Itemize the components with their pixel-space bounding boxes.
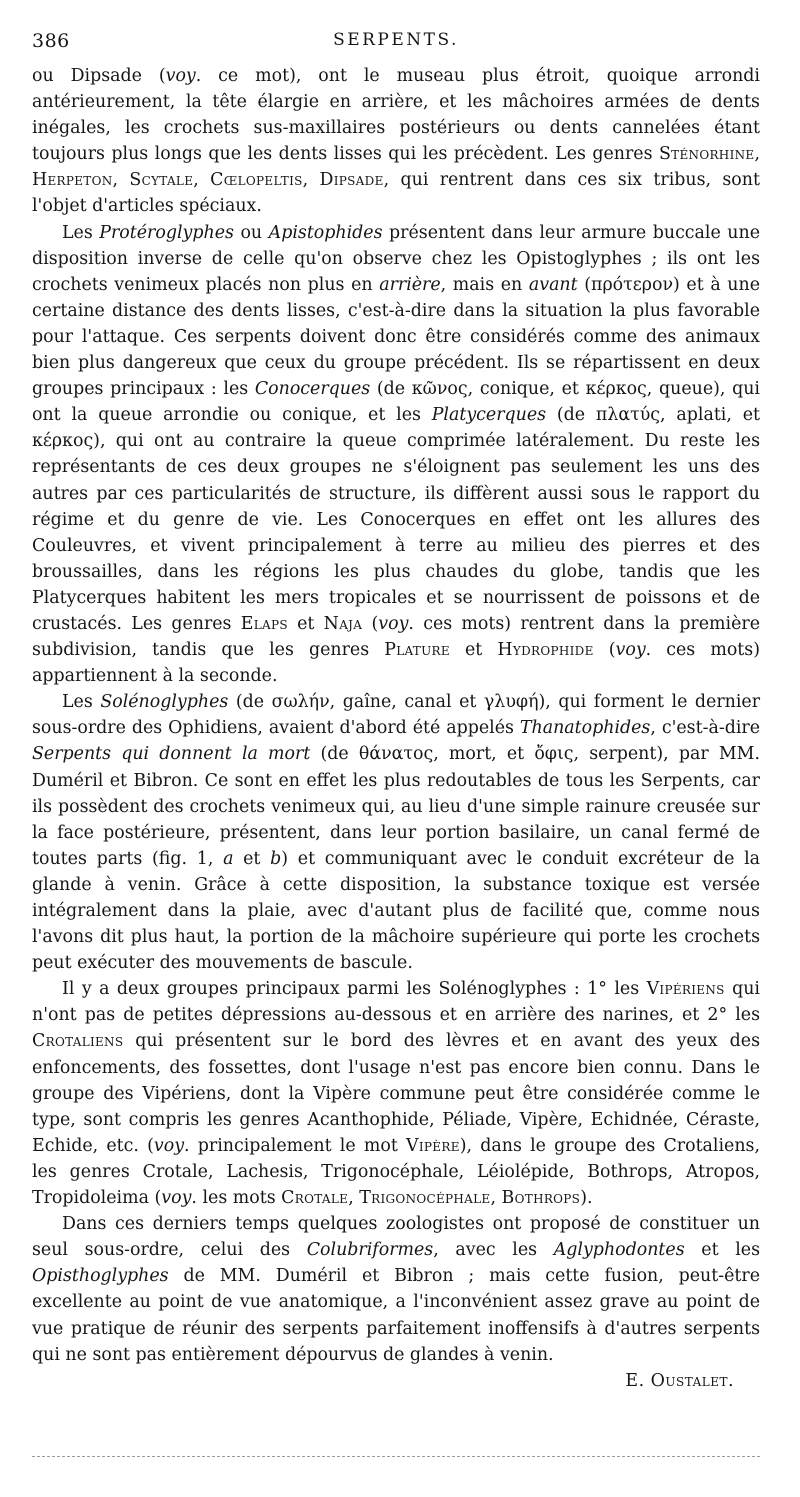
italic-term: voy	[165, 66, 196, 86]
text-run: (	[362, 613, 379, 634]
paragraph-proteroglyphes	[32, 220, 760, 690]
italic-term: Thanatophides	[519, 718, 651, 739]
small-caps-term: Dipsade	[319, 170, 384, 191]
text-run: qui présentent sur le bord des lèvres et en avant des yeux des enfoncements, des fossettes, dont l'usage n'est pas encore bien connu. Dans le groupe des Vipériens, dont la Vipère commune peut être considérée comme le type, sont compris les genres Acanthophide, Péliade, Vipère, Echidnée, Céraste, Echide, etc. (	[32, 1031, 760, 1156]
italic-term: voy	[378, 613, 409, 634]
small-caps-term: Herpeton	[32, 170, 113, 191]
italic-term: b	[270, 848, 282, 869]
italic-term: voy	[153, 1135, 185, 1156]
text-run: ,	[112, 170, 130, 191]
paragraph-solenoglyphes	[32, 689, 760, 976]
text-run: , mais en	[440, 274, 529, 295]
italic-term: voy	[615, 640, 646, 661]
paragraph-groupes	[32, 976, 760, 1211]
text-run: (de σωλήν, gaîne, canal et γλυφή), qui forment le dernier sous-ordre des Ophidiens, avaient d'abord été appelés	[32, 692, 761, 739]
page-header	[32, 30, 760, 60]
small-caps-term: Sténorhine	[658, 144, 755, 165]
text-run: , c'est-à-dire	[650, 718, 760, 739]
small-caps-term: Hydrophide	[497, 640, 594, 661]
paragraph-colubriformes	[32, 1211, 760, 1368]
paragraph-continued	[32, 63, 760, 220]
text-run: . les mots	[191, 1188, 282, 1209]
small-caps-term: Elaps	[240, 613, 288, 634]
italic-term: Opisthoglyphes	[32, 1266, 169, 1287]
footer-rule	[32, 1456, 760, 1457]
text-run: et	[449, 640, 498, 661]
small-caps-term: Plature	[384, 640, 450, 661]
small-caps-term: Vipère	[406, 1135, 460, 1156]
small-caps-term: Trigonocéphale	[359, 1188, 491, 1209]
text-run: présentent dans leur armure buccale une disposition inverse de celle qu'on observe chez les Opistoglyphes ; ils ont les crochets venimeux placés non plus en	[32, 222, 760, 295]
text-run: Les	[62, 692, 101, 713]
italic-term: Conocerques	[254, 379, 371, 400]
text-run: ,	[348, 1188, 360, 1209]
small-caps-term: Vipériens	[646, 979, 725, 1000]
text-run: de MM. Duméril et Bibron ; mais cette fusion, peut-être excellente au point de vue anatomique, a l'inconvénient assez grave au point de vue pratique de réunir des serpents parfaitement inoffensifs à d'autres serpents qui ne sont pas entièrement dépourvus de glandes à venin.	[32, 1266, 760, 1365]
italic-term: Solénoglyphes	[100, 692, 229, 713]
italic-term: Apistophides	[268, 222, 383, 243]
text-run: ,	[193, 170, 211, 191]
text-run: et	[233, 848, 271, 869]
text-run: , qui rentrent dans ces six tribus, sont l'objet d'articles spéciaux.	[32, 170, 760, 217]
running-title: SERPENTS.	[333, 30, 459, 50]
text-run: qui n'ont pas de petites dépressions au-dessous et en arrière des narines, et 2° les	[32, 979, 760, 1026]
italic-term: Colubriformes	[306, 1240, 434, 1261]
small-caps-term: Bothrops	[501, 1188, 581, 1209]
text-run: ,	[302, 170, 320, 191]
italic-term: Serpents qui donnent la mort	[32, 744, 311, 765]
text-run: , avec les	[433, 1240, 554, 1261]
text-run: . ces mots) appartiennent à la seconde.	[32, 640, 760, 687]
text-run: ), dans le groupe des Crotaliens, les genres Crotale, Lachesis, Trigonocéphale, Léiolépide, Bothrops, Atropos, Tropidoleima (	[32, 1135, 760, 1209]
text-run: . ces mots) rentrent dans la première subdivision, tandis que les genres	[32, 613, 760, 661]
text-run: (πρότερον) et à une certaine distance des dents lisses, c'est-à-dire dans la situation la plus favorable pour l'attaque. Ces serpents doivent donc être considérés comme des animaux bien plus dangereux que ceux du groupe précédent. Ils se répartissent en deux groupes principaux : les	[32, 274, 760, 400]
text-run: . ce mot), ont le museau plus étroit, quoique arrondi antérieurement, la tête élargie en arrière, et les mâchoires armées de dents inégales, les crochets sus-maxillaires postérieurs ou dents cannelées étant toujours plus longs que les dents lisses qui les précèdent. Les genres	[32, 66, 760, 165]
page-number: 386	[32, 30, 70, 52]
italic-term: avant	[528, 274, 578, 295]
text-run: ou Dipsade (	[32, 66, 166, 86]
text-run: ).	[580, 1188, 593, 1209]
text-run: . principalement le mot	[184, 1135, 407, 1156]
text-run: (de θάνατος, mort, et ὄφις, serpent), par MM. Duméril et Bibron. Ce sont en effet les plus redoutables de tous les Serpents, car ils possèdent des crochets venimeux qui, au lieu d'une simple rainure creusée sur la face postérieure, présentent, dans leur portion basilaire, un canal fermé de toutes parts (fig. 1,	[32, 744, 760, 869]
text-run: (	[593, 640, 616, 661]
italic-term: Protéroglyphes	[99, 222, 234, 243]
small-caps-term: Crotaliens	[32, 1031, 124, 1052]
article-text	[32, 63, 760, 1394]
text-run: Les	[62, 222, 100, 243]
text-run: ,	[490, 1188, 502, 1209]
text-run: et	[287, 613, 324, 634]
text-run: et les	[684, 1240, 760, 1261]
italic-term: a	[223, 848, 234, 869]
text-run: Il y a deux groupes principaux parmi les Solénoglyphes : 1° les	[62, 979, 647, 1000]
italic-term: voy	[161, 1188, 192, 1209]
text-run: Dans ces derniers temps quelques zoologistes ont proposé de constituer un seul sous-ordre, celui des	[32, 1214, 760, 1261]
text-run: (de πλατύς, aplati, et κέρκος), qui ont au contraire la queue comprimée latéralement. Du reste les représentants de ces deux groupes ne s'éloignent pas seulement les uns des autres par ces particularités de structure, ils diffèrent aussi sous le rapport du régime et du genre de vie. Les Conocerques en effet ont les allures des Couleuvres, et vivent principalement à terre au milieu des pierres et des broussailles, dans les régions les plus chaudes du globe, tandis que les Platycerques habitent les mers tropicales et se nourrissent de poissons et de crustacés. Les genres	[32, 405, 760, 634]
text-run: ) et communiquant avec le conduit excréteur de la glande à venin. Grâce à cette disposition, la substance toxique est versée intégralement dans la plaie, avec d'autant plus de facilité que, comme nous l'avons dit plus haut, la portion de la mâchoire supérieure qui porte les crochets peut exécuter des mouvements de bascule.	[32, 848, 761, 974]
small-caps-term: Scytale	[129, 170, 194, 191]
italic-term: Aglyphodontes	[553, 1240, 685, 1261]
italic-term: Platycerques	[431, 405, 547, 426]
author-signature: E. Oustalet.	[625, 1370, 734, 1391]
italic-term: arrière	[379, 274, 441, 295]
text-run: (de κῶνος, conique, et κέρκος, queue), qui ont la queue arrondie ou conique, et les	[32, 379, 760, 426]
text-run: ou	[233, 222, 269, 243]
small-caps-term: Naja	[323, 613, 363, 634]
small-caps-term: Crotale	[281, 1188, 349, 1209]
small-caps-term: Cœlopeltis	[210, 170, 303, 191]
text-run: ,	[754, 144, 760, 165]
